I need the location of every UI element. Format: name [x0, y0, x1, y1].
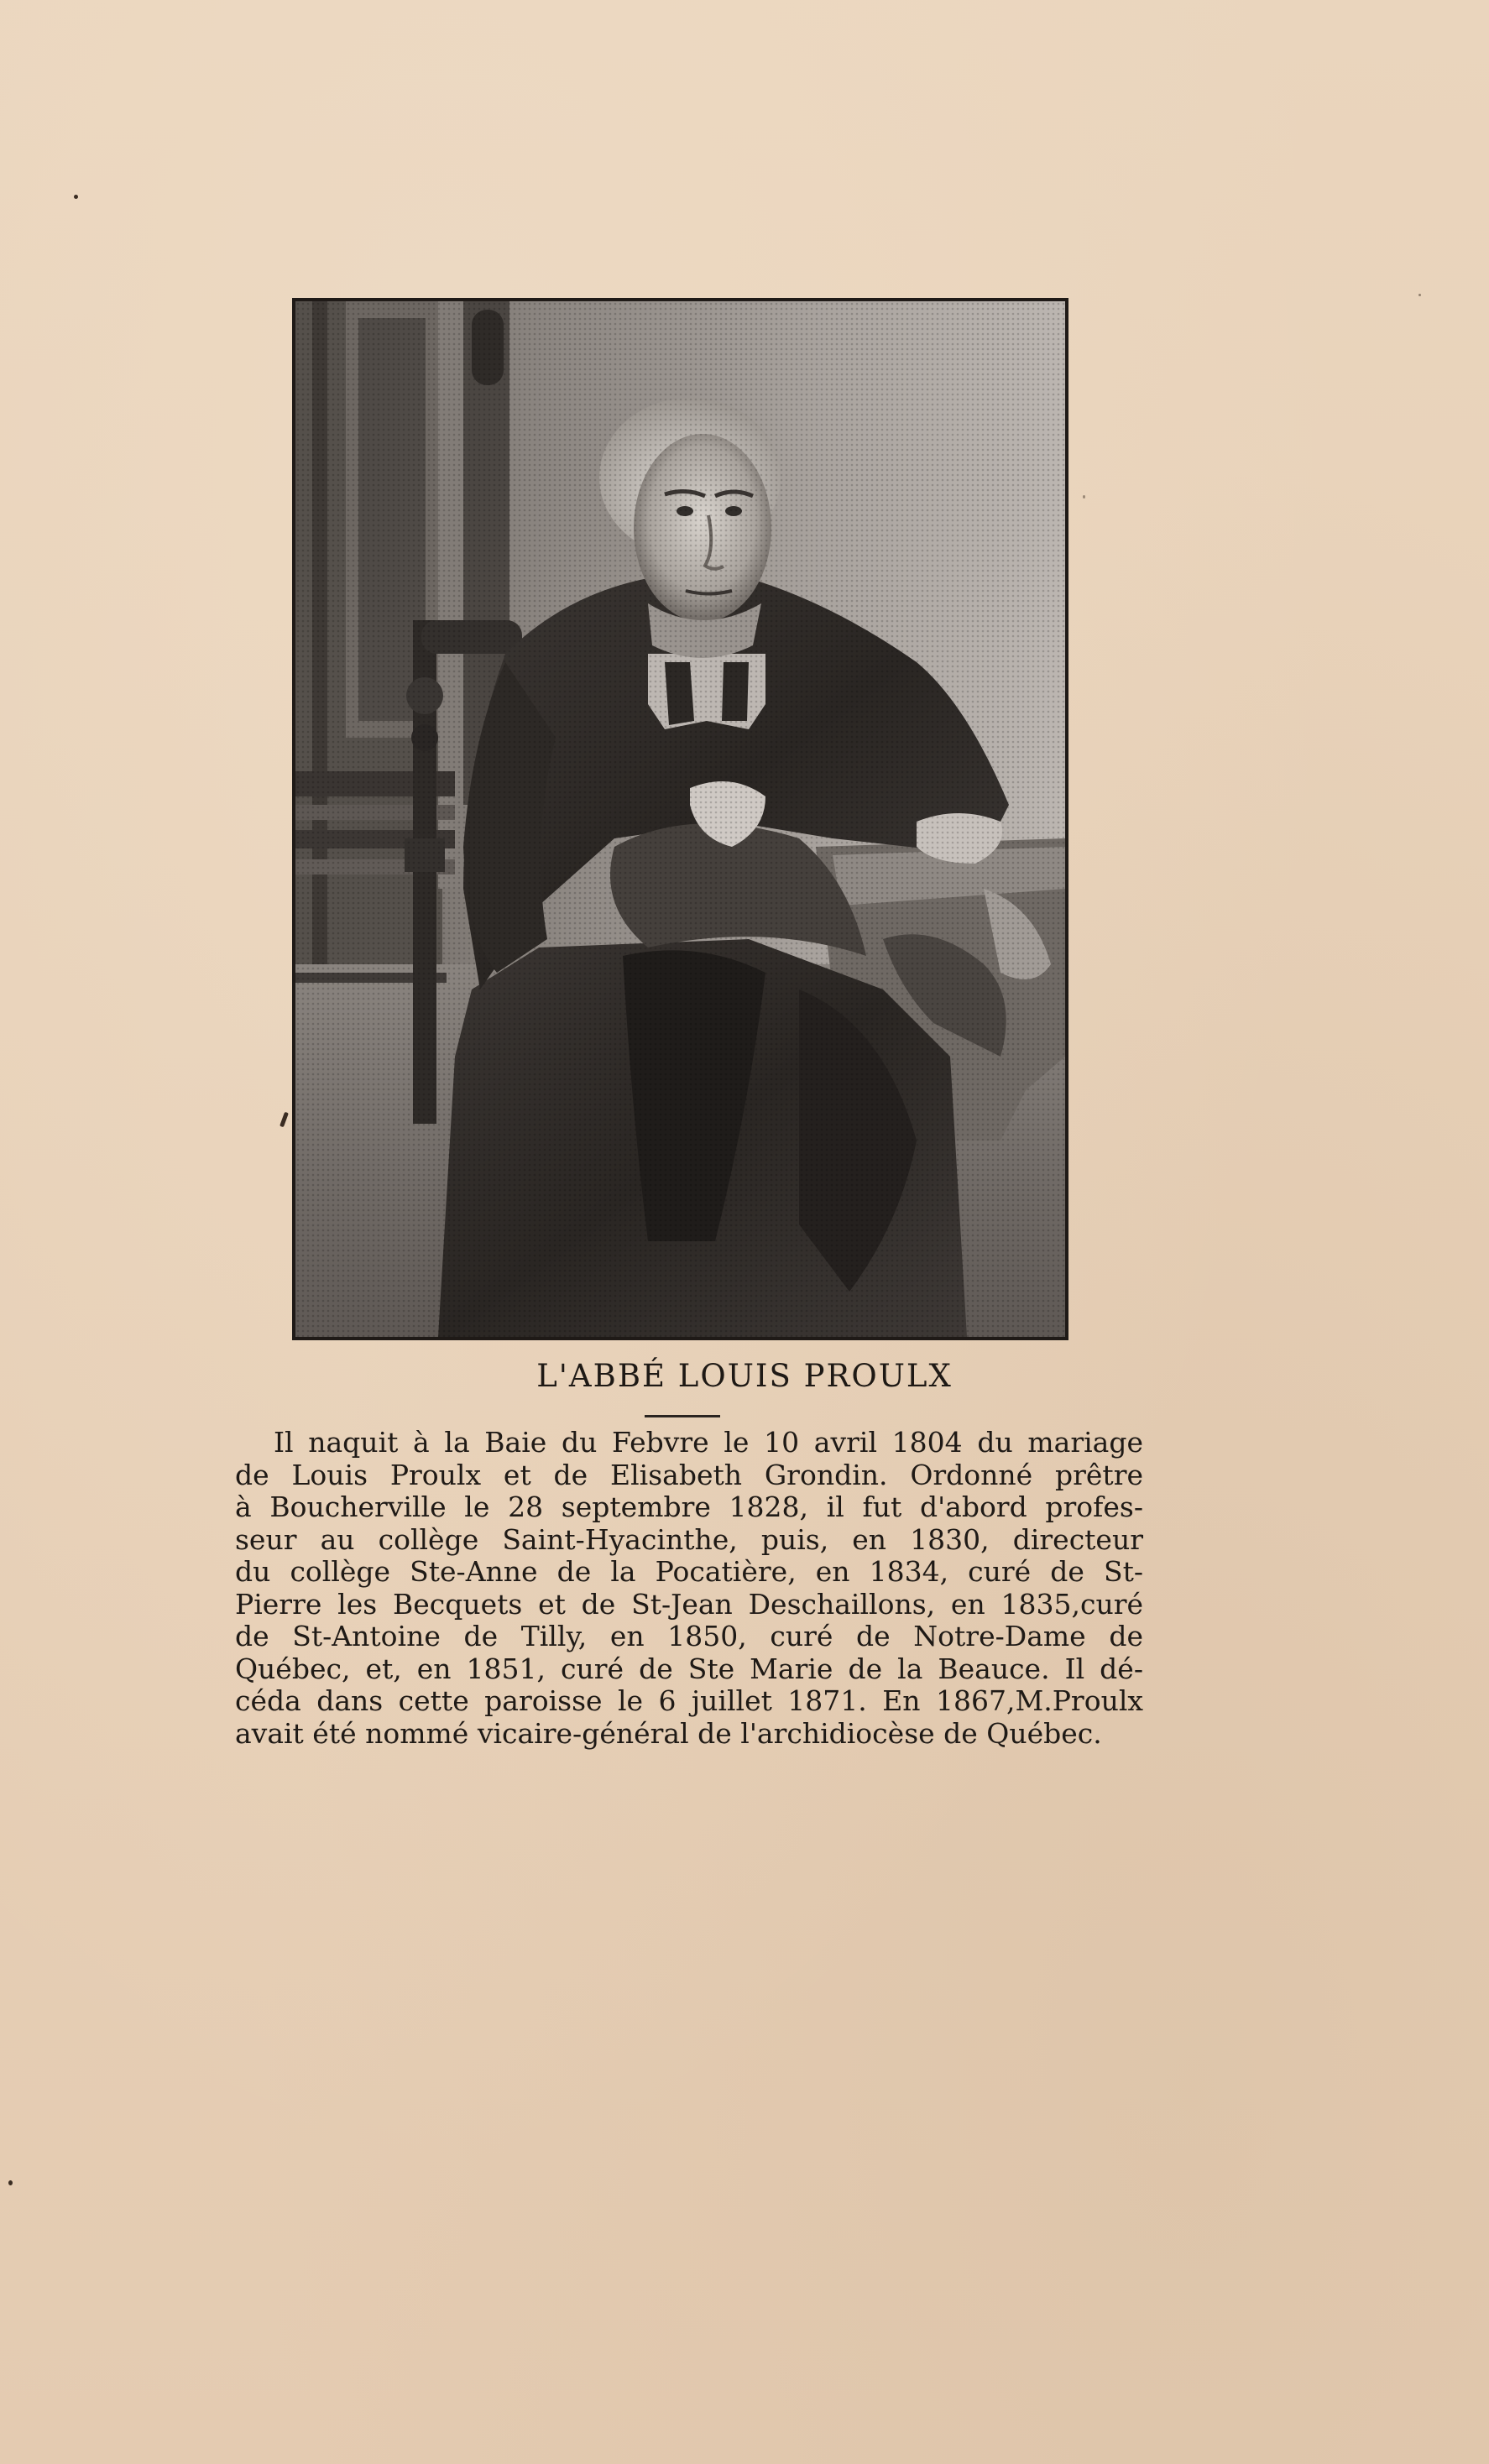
biography-line: céda dans cette paroisse le 6 juillet 1871. En 1867,M.Proulx — [235, 1684, 1143, 1717]
biography-line: de St-Antoine de Tilly, en 1850, curé de Notre-Dame de — [235, 1620, 1143, 1652]
paper-speck — [1418, 294, 1421, 296]
biography-line: seur au collège Saint-Hyacinthe, puis, en 1830, directeur — [235, 1522, 1143, 1556]
biography-line: à Boucherville le 28 septembre 1828, il fut d'abord profes- — [235, 1490, 1143, 1523]
biography-paragraph — [235, 1427, 1143, 1750]
biography-line: du collège Ste-Anne de la Pocatière, en 1834, curé de St- — [235, 1555, 1143, 1588]
biography-line: de Louis Proulx et de Elisabeth Grondin. Ordonné prêtre — [235, 1458, 1143, 1491]
caption-rule — [645, 1415, 720, 1417]
biography-line: Québec, et, en 1851, curé de Ste Marie de la Beauce. Il dé- — [235, 1652, 1143, 1685]
paper-speck — [74, 195, 78, 199]
paper-speck — [280, 1112, 289, 1128]
biography-line: avait été nommé vicaire-général de l'archidiocèse de Québec. — [235, 1716, 1102, 1750]
biography-line: Il naquit à la Baie du Febvre le 10 avril 1804 du mariage — [274, 1426, 1143, 1459]
portrait-caption: L'ABBÉ LOUIS PROULX — [536, 1358, 953, 1394]
paper-speck — [1083, 495, 1085, 499]
portrait-photograph — [292, 298, 1068, 1340]
paper-speck — [8, 2180, 13, 2185]
biography-line: Pierre les Becquets et de St-Jean Deschaillons, en 1835,curé — [235, 1587, 1143, 1621]
portrait-image — [295, 301, 1065, 1337]
